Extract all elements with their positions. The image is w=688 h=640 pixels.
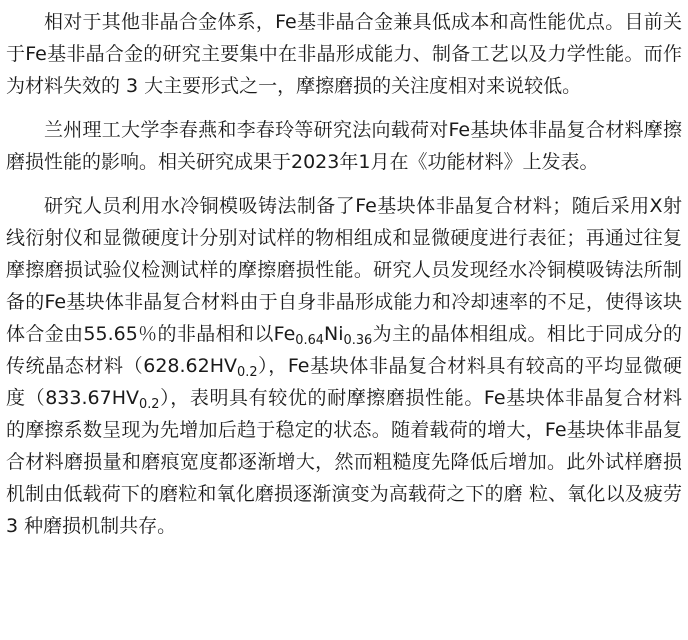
subscript-ni: 0.36 [343, 332, 373, 348]
subscript-hv-amorphous: 0.2 [138, 396, 160, 412]
paragraph-intro: 相对于其他非晶合金体系，Fe基非晶合金兼具低成本和高性能优点。目前关于Fe基非晶合金的研究主要集中在非晶形成能力、制备工艺以及力学性能。而作为材料失效的 3 大主要形式之一，摩擦磨损的关注度相对来说较低。 [6, 11, 682, 97]
findings-text-4: ），Fe基块体非晶复合材料具有较高的平均显微硬度（833.67HV [6, 355, 682, 409]
findings-text-2: Ni [324, 323, 344, 345]
paragraph-publication: 兰州理工大学李春燕和李春玲等研究法向载荷对Fe基块体非晶复合材料摩擦磨损性能的影响。相关研究成果于2023年1月在《功能材料》上发表。 [6, 119, 682, 173]
findings-text-5: ），表明具有较优的耐摩擦磨损性能。Fe基块体非晶复合材料的摩擦系数呈现为先增加后趋于稳定的状态。随着载荷的增大，Fe基块体非晶复合材料磨损量和磨痕宽度都逐渐增大，然而粗糙度先降低后增加。此外试样磨损机制由低载荷下的磨粒和氧化磨损逐渐演变为高载荷之下的磨 粒、氧化以及疲劳 3 种磨损机制共存。 [6, 387, 682, 537]
findings-text-1: 研究人员利用水冷铜模吸铸法制备了Fe基块体非晶复合材料；随后采用X射线衍射仪和显微硬度计分别对试样的物相组成和显微硬度进行表征；再通过往复摩擦磨损试验仪检测试样的摩擦磨损性能。研究人员发现经水冷铜模吸铸法所制备的Fe基块体非晶复合材料由于自身非晶形成能力和冷却速率的不足，使得该块体合金由55.65％的非晶相和以Fe [6, 195, 682, 345]
paragraph-findings [6, 190, 682, 542]
subscript-hv-crystalline: 0.2 [237, 364, 258, 380]
subscript-fe: 0.64 [295, 332, 325, 348]
findings-text-3: 为主的晶体相组成。相比于同成分的传统晶态材料（628.62HV [6, 323, 682, 377]
